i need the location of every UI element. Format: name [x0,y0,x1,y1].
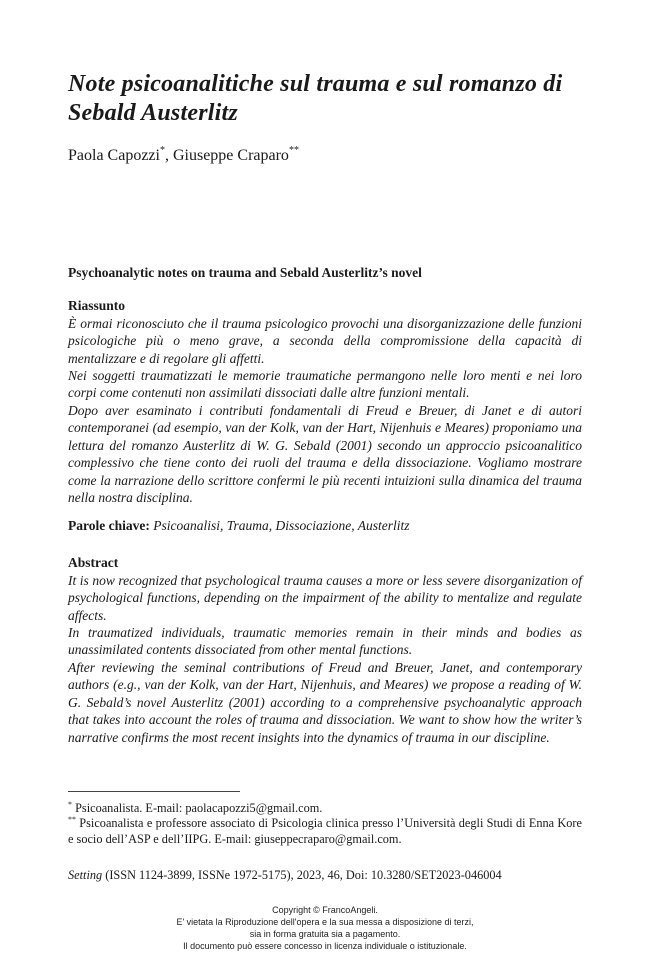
riassunto-paragraph-3: Dopo aver esaminato i contributi fondamentali di Freud e Breuer, di Janet e di autori contemporanei (ad esempio, van der Kolk, van der Hart, Nijenhuis e Meares) proponiamo una lettura del romanzo Austerlitz di W. G. Sebald (2001) secondo un approccio psicoanalitico complessivo che tiene conto dei ruoli del trauma e della dissociazione. Vogliamo mostrare come la narrazione dello scrittore confermi le più recenti intuizioni sulla dinamica del trauma nella nostra disciplina. [68,403,582,506]
abstract-heading: Abstract [68,555,119,570]
abstract-paragraph-1: It is now recognized that psychological trauma causes a more or less severe disorganization of psychological functions, depending on the impairment of the ability to mentalize and regulate affects. [68,573,582,623]
article-title [68,70,588,128]
author-2: Giuseppe Craparo [172,147,289,164]
english-title: Psychoanalytic notes on trauma and Sebald Austerlitz’s novel [68,265,422,280]
riassunto-paragraph-1: È ormai riconosciuto che il trauma psicologico provochi una disorganizzazione delle funzioni psicologiche più o meno grave, a seconda della compromissione della capacità di mentalizzare e di regolare gli affetti. [68,316,582,366]
copyright-line-3: sia in forma gratuita sia a pagamento. [249,929,401,939]
footnote-1-mark: * [68,800,72,809]
footnote-2-mark: ** [68,815,76,824]
citation-details: (ISSN 1124-3899, ISSNe 1972-5175), 2023, 46, Doi: 10.3280/SET2023-046004 [102,868,502,882]
footnote-1-text: Psicoanalista. E-mail: paolacapozzi5@gmail.com. [72,801,323,815]
author-2-footnote-mark: ** [288,145,299,156]
author-1-footnote-mark: * [159,145,165,156]
footnote-2 [68,815,582,847]
footnote-divider [68,791,240,792]
copyright-line-2: E' vietata la Riproduzione dell'opera e la sua messa a disposizione di terzi, [176,917,474,927]
keywords-label: Parole chiave: [68,518,150,533]
copyright-line-1: Copyright © FrancoAngeli. [272,905,378,915]
author-1: Paola Capozzi [68,147,160,164]
keywords-line [68,518,410,534]
abstract-paragraph-3: After reviewing the seminal contributions of Freud and Breuer, Janet, and contemporary authors (e.g., van der Kolk, van der Hart, Nijenhuis, and Meares) we propose a reading of W. G. Sebald’s novel Austerlitz (2001) according to a comprehensive psychoanalytic approach that takes into account the roles of trauma and dissociation. We want to show how the writer’s narrative confirms the most recent insights into the dynamics of trauma in our discipline. [68,660,582,745]
author-separator: , [164,147,173,164]
riassunto-paragraph-2: Nei soggetti traumatizzati le memorie traumatiche permangono nelle loro menti e nei loro corpi come contenuti non assimilati dissociati dalle altre funzioni mentali. [68,368,582,401]
abstract-paragraph-2: In traumatized individuals, traumatic memories remain in their minds and bodies as unassimilated contents dissociated from other mental functions. [68,625,582,658]
keywords-values: Psicoanalisi, Trauma, Dissociazione, Austerlitz [153,518,410,533]
journal-citation [68,868,502,883]
journal-name: Setting [68,868,103,882]
copyright-line-4: Il documento può essere concesso in licenza individuale o istituzionale. [183,941,467,951]
footnote-2-text: Psicoanalista e professore associato di Psicologia clinica presso l’Università degli Studi di Enna Kore e socio dell’ASP e dell’IIPG. E-mail: giuseppecraparo@gmail.com. [68,816,582,846]
authors-line [68,146,299,166]
article-title-line1: Note psicoanalitiche sul trauma e sul romanzo di [68,71,563,97]
article-title-line2: Sebald Austerlitz [68,100,238,126]
footnote-1 [68,800,582,816]
riassunto-heading: Riassunto [68,298,126,313]
